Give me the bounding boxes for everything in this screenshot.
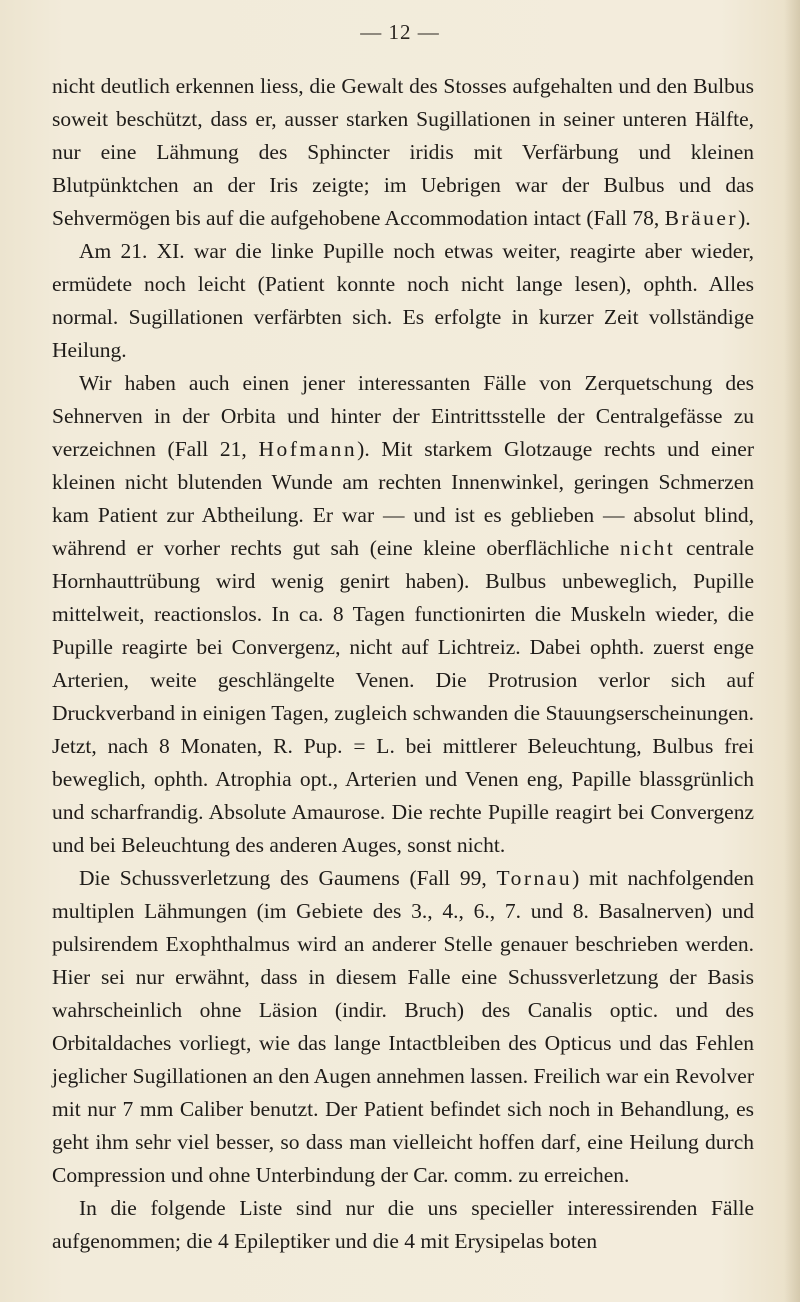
paragraph-4-text: Die Schussverletzung des Gaumens (Fall 99, xyxy=(79,866,497,890)
paragraph-1-text: nicht deutlich erkennen liess, die Gewalt des Stosses aufgehalten und den Bulbus soweit beschützt, dass er, ausser starken Sugillationen in seiner unteren Hälfte, nur eine Lähmung des Sphincter iridis mit Verfärbung und kleinen Blutpünktchen an der Iris zeigte; im Uebrigen war der Bulbus und das Sehvermögen bis auf die aufgehobene Accommodation intact (Fall 78, xyxy=(52,74,754,230)
paragraph-3-middle: ). Mit starkem Glotzauge rechts und einer kleinen nicht blutenden Wunde am rechten Innenwinkel, geringen Schmerzen kam Patient zur Abtheilung. Er war — und ist es geblieben — absolut blind, während er vorher rechts gut sah (eine kleine oberflächliche xyxy=(52,437,754,560)
paragraph-5: In die folgende Liste sind nur die uns specieller interessirenden Fälle aufgenommen; die 4 Epileptiker und die 4 mit Erysipelas boten xyxy=(52,1196,754,1253)
paragraph-3-end: centrale Hornhauttrübung wird wenig genirt haben). Bulbus unbeweglich, Pupille mittelweit, reactionslos. In ca. 8 Tagen functionirten die Muskeln wieder, die Pupille reagirte bei Convergenz, nicht auf Lichtreiz. Dabei ophth. zuerst enge Arterien, weite geschlängelte Venen. Die Protrusion verlor sich auf Druckverband in einigen Tagen, zugleich schwanden die Stauungserscheinungen. Jetzt, nach 8 Monaten, R. Pup. = L. bei mittlerer Beleuchtung, Bulbus frei beweglich, ophth. Atrophia opt., Arterien und Venen eng, Papille blassgrünlich und scharfrandig. Absolute Amaurose. Die rechte Pupille reagirt bei Convergenz und bei Beleuchtung des anderen Auges, sonst nicht. xyxy=(52,536,755,857)
author-name-braeuer: Bräuer xyxy=(664,206,739,230)
author-name-tornau: Tornau xyxy=(496,866,573,890)
paragraph-1 xyxy=(52,70,754,235)
page-number-header: — 12 — xyxy=(360,20,440,44)
body-text xyxy=(52,70,754,1258)
paragraph-3 xyxy=(52,367,754,862)
emphasis-nicht: nicht xyxy=(619,536,676,560)
paragraph-3-text: Wir haben auch einen jener interessanten Fälle von Zerquetschung des Sehnerven in der Orbita und hinter der Eintrittsstelle der Centralgefässe zu verzeichnen (Fall 21, xyxy=(52,371,754,461)
paragraph-4-end: ) mit nachfolgenden multiplen Lähmungen (im Gebiete des 3., 4., 6., 7. und 8. Basalnerven) und pulsirendem Exophthalmus wird an anderer Stelle genauer beschrieben werden. Hier sei nur erwähnt, dass in diesem Falle eine Schussverletzung der Basis wahrscheinlich ohne Läsion (indir. Bruch) des Canalis optic. und des Orbitaldaches vorliegt, wie das lange Intactbleiben des Opticus und das Fehlen jeglicher Sugillationen an den Augen annehmen lassen. Freilich war ein Revolver mit nur 7 mm Caliber benutzt. Der Patient befindet sich noch in Behandlung, es geht ihm sehr viel besser, so dass man vielleicht hoffen darf, eine Heilung durch Compression und ohne Unterbindung der Car. comm. zu erreichen. xyxy=(52,866,755,1187)
paragraph-2: Am 21. XI. war die linke Pupille noch etwas weiter, reagirte aber wieder, ermüdete noch leicht (Patient konnte noch nicht lange lesen), ophth. Alles normal. Sugillationen verfärbten sich. Es erfolgte in kurzer Zeit vollständige Heilung. xyxy=(52,239,754,362)
paragraph-1-end: ). xyxy=(738,206,751,230)
page-edge-shadow xyxy=(784,0,800,1302)
author-name-hofmann: Hofmann xyxy=(258,437,358,461)
paragraph-4 xyxy=(52,862,754,1192)
